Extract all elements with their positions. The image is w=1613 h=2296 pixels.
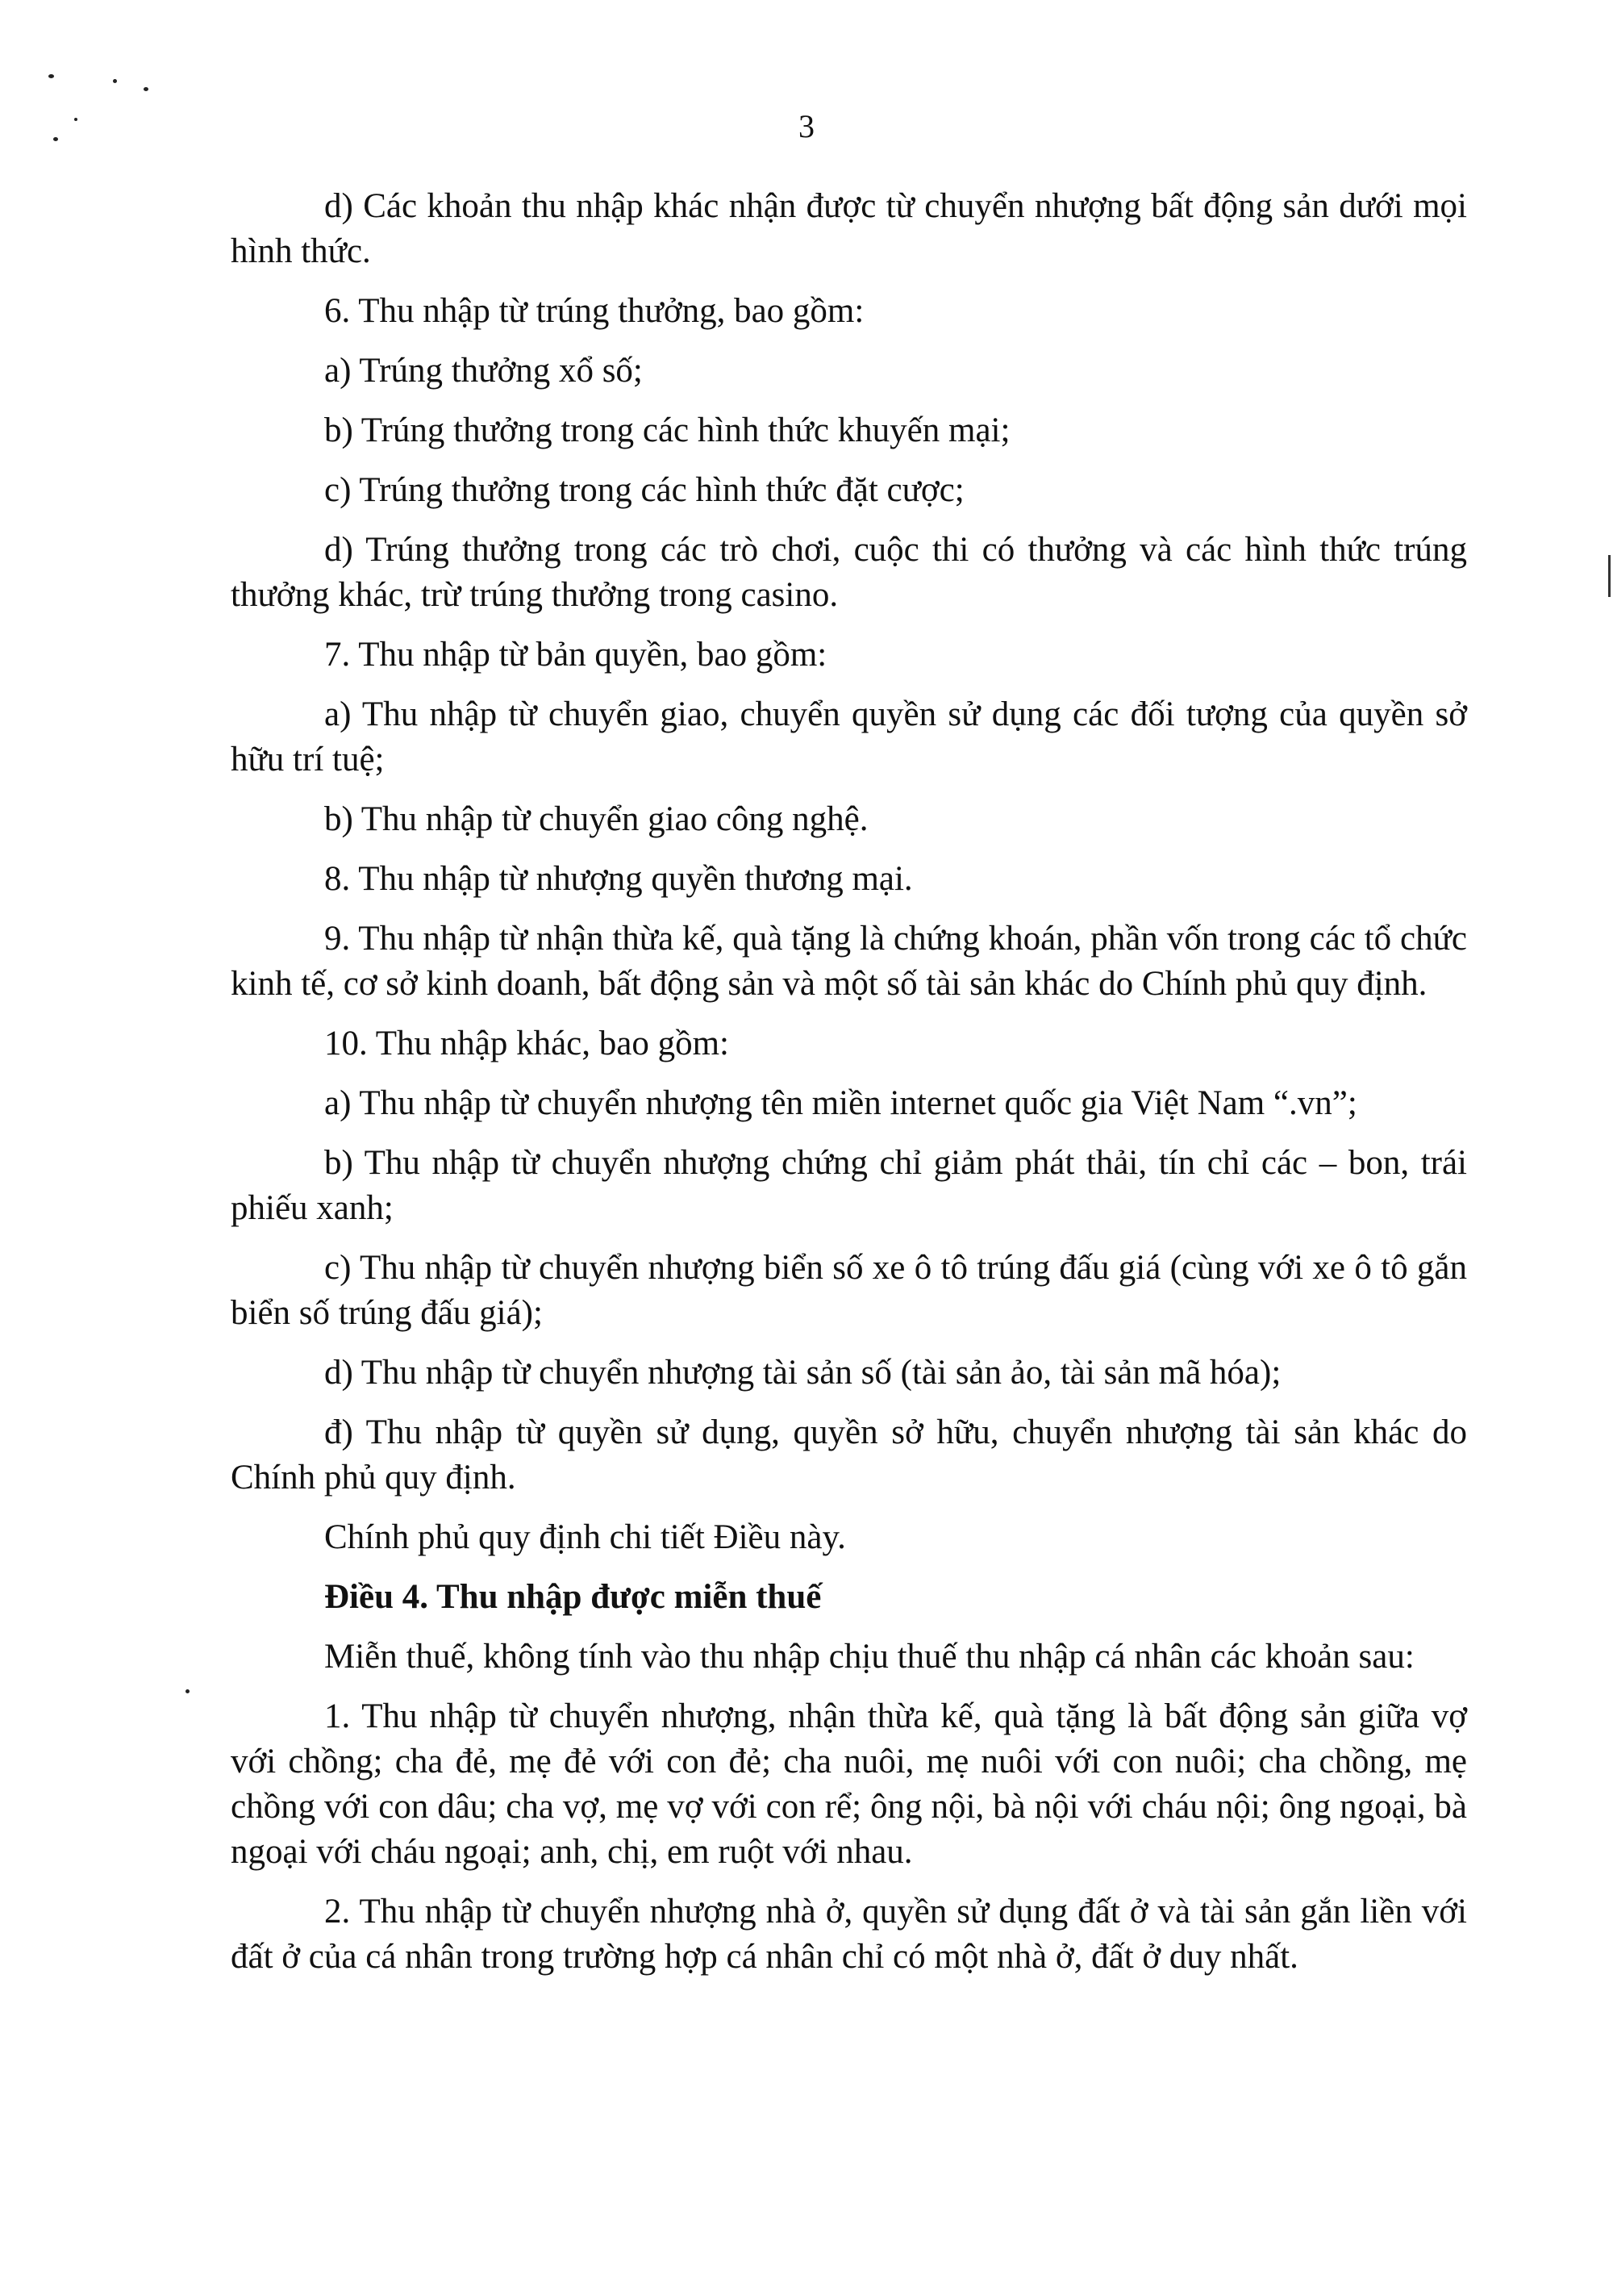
paragraph: d) Các khoản thu nhập khác nhận được từ chuyển nhượng bất động sản dưới mọi hình thức. [231,187,1467,270]
scan-speck [113,79,117,83]
paragraph: a) Trúng thưởng xổ số; [324,352,643,390]
paragraph: đ) Thu nhập từ quyền sử dụng, quyền sở hữu, chuyển nhượng tài sản khác do Chính phủ quy định. [231,1413,1467,1497]
paragraph: d) Thu nhập từ chuyển nhượng tài sản số (tài sản ảo, tài sản mã hóa); [324,1354,1282,1392]
article-heading: Điều 4. Thu nhập được miễn thuế [324,1578,822,1616]
paragraph: b) Trúng thưởng trong các hình thức khuyến mại; [324,411,1011,449]
paragraph: b) Thu nhập từ chuyển nhượng chứng chỉ giảm phát thải, tín chỉ các – bon, trái phiếu xanh; [231,1144,1467,1227]
article-paragraph: 1. Thu nhập từ chuyển nhượng, nhận thừa kế, quà tặng là bất động sản giữa vợ với chồng; cha đẻ, mẹ đẻ với con đẻ; cha nuôi, mẹ nuôi với con nuôi; cha chồng, mẹ chồng với con dâu; cha vợ, mẹ vợ với con rể; ông nội, bà nội với cháu nội; ông ngoại, bà ngoại với cháu ngoại; anh, chị, em ruột với nhau. [231,1697,1467,1871]
scan-speck [48,74,54,78]
paragraph: 9. Thu nhập từ nhận thừa kế, quà tặng là chứng khoán, phần vốn trong các tổ chức kinh tế, cơ sở kinh doanh, bất động sản và một số tài sản khác do Chính phủ quy định. [231,920,1467,1003]
paragraph: 8. Thu nhập từ nhượng quyền thương mại. [324,860,913,898]
scan-edge-mark [1608,555,1611,597]
paragraph: a) Thu nhập từ chuyển nhượng tên miền internet quốc gia Việt Nam “.vn”; [324,1084,1357,1122]
document-body [231,184,1467,1994]
paragraph: Chính phủ quy định chi tiết Điều này. [324,1518,846,1556]
page-number: 3 [798,108,815,144]
scan-speck [144,87,148,91]
paragraph: b) Thu nhập từ chuyển giao công nghệ. [324,800,869,838]
article-paragraph: 2. Thu nhập từ chuyển nhượng nhà ở, quyền sử dụng đất ở và tài sản gắn liền với đất ở của cá nhân trong trường hợp cá nhân chỉ có một nhà ở, đất ở duy nhất. [231,1893,1467,1976]
paragraph: 6. Thu nhập từ trúng thưởng, bao gồm: [324,292,865,330]
scan-speck [185,1689,190,1693]
paragraph: c) Thu nhập từ chuyển nhượng biển số xe ô tô trúng đấu giá (cùng với xe ô tô gắn biển số trúng đấu giá); [231,1249,1467,1332]
paragraph: d) Trúng thưởng trong các trò chơi, cuộc thi có thưởng và các hình thức trúng thưởng khác, trừ trúng thưởng trong casino. [231,531,1467,614]
paragraph: c) Trúng thưởng trong các hình thức đặt cược; [324,471,965,509]
paragraph: 10. Thu nhập khác, bao gồm: [324,1025,729,1062]
article-paragraph: Miễn thuế, không tính vào thu nhập chịu thuế thu nhập cá nhân các khoản sau: [324,1638,1415,1676]
paragraph: 7. Thu nhập từ bản quyền, bao gồm: [324,636,827,674]
paragraph: a) Thu nhập từ chuyển giao, chuyển quyền sử dụng các đối tượng của quyền sở hữu trí tuệ; [231,695,1467,779]
